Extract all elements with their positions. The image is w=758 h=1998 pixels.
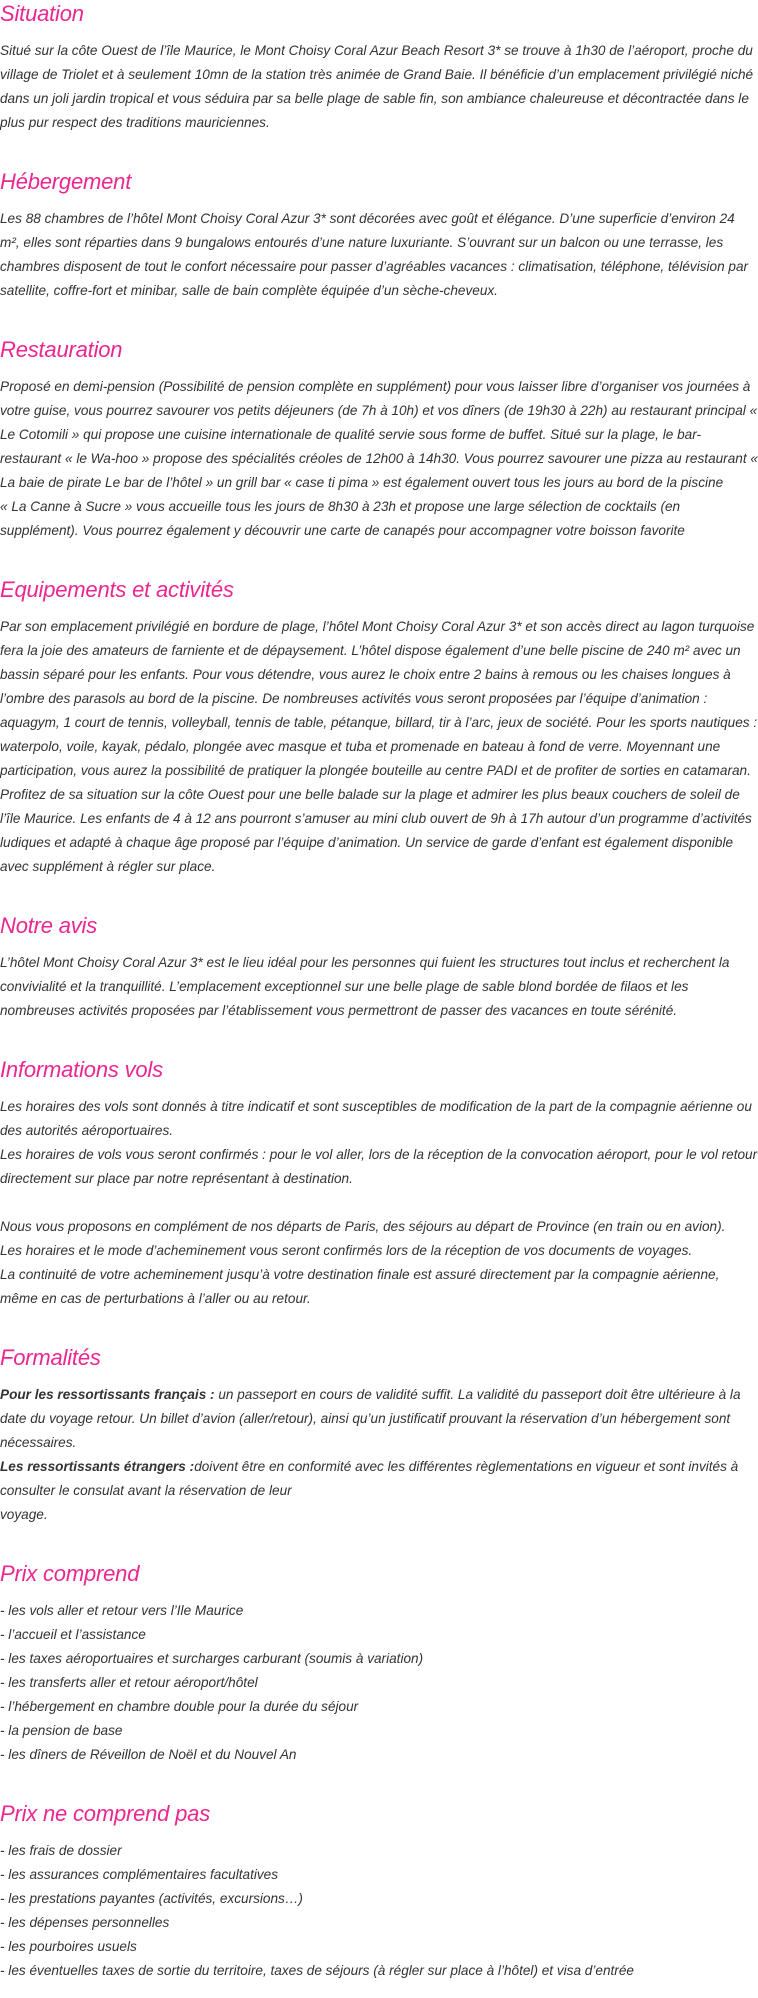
section-formalites [0, 1311, 758, 1527]
section-title-equipements: Equipements et activités [0, 577, 234, 602]
formalites-francais [0, 1383, 758, 1455]
section-prix-ne-comprend-pas [0, 1767, 758, 1983]
list-item: - les pourboires usuels [0, 1939, 137, 1954]
list-item: - les frais de dossier [0, 1843, 122, 1858]
avis-text: L’hôtel Mont Choisy Coral Azur 3* est le lieu idéal pour les personnes qui fuient les structures tout inclus et recherchent la convivialité et la tranquillité. L’emplacement exceptionnel sur une belle plage de sable blond bordée de filaos et les nombreuses activités proposées par l’établissement vous permettront de passer des vacances en toute sérénité. [0, 955, 730, 1018]
section-title-formalites: Formalités [0, 1345, 101, 1370]
formalites-etrangers-text: doivent être en conformité avec les différentes règlementations en vigueur et sont invités à consulter le consulat avant la réservation de leur [0, 1459, 739, 1498]
section-title-prix-ne-comprend-pas: Prix ne comprend pas [0, 1801, 210, 1826]
section-title-restauration: Restauration [0, 337, 123, 362]
list-item: - la pension de base [0, 1723, 123, 1738]
formalites-etrangers-label: Les ressortissants étrangers : [0, 1459, 195, 1474]
section-title-situation: Situation [0, 1, 84, 26]
section-vols [0, 1023, 758, 1311]
section-situation [0, 0, 758, 135]
section-title-vols: Informations vols [0, 1057, 163, 1082]
list-item: - les assurances complémentaires facultatives [0, 1867, 279, 1882]
section-title-avis: Notre avis [0, 913, 98, 938]
situation-text: Situé sur la côte Ouest de l’île Maurice, le Mont Choisy Coral Azur Beach Resort 3* se trouve à 1h30 de l’aéroport, proche du village de Triolet et à seulement 10mn de la station très animée de Grand Baie. Il bénéficie d’un emplacement privilégié niché dans un joli jardin tropical et vous séduira par sa belle plage de sable fin, son ambiance chaleureuse et décontractée dans le plus pur respect des traditions mauriciennes. [0, 43, 754, 130]
formalites-etrangers [0, 1455, 758, 1503]
section-title-hebergement: Hébergement [0, 169, 132, 194]
formalites-etrangers-text-2: voyage. [0, 1507, 48, 1522]
equipements-text: Par son emplacement privilégié en bordure de plage, l’hôtel Mont Choisy Coral Azur 3* et son accès direct au lagon turquoise fera la joie des amateurs de farniente et de dépaysement. L’hôtel dispose également d’une belle piscine de 240 m² avec un bassin séparé pour les enfants. Pour vous détendre, vous aurez le choix entre 2 bains à remous ou les chaises longues à l’ombre des parasols au bord de la piscine. De nombreuses activités vous seront proposées par l’équipe d’animation : aquagym, 1 court de tennis, volleyball, tennis de table, pétanque, billard, tir à l’arc, jeux de société. Pour les sports nautiques : waterpolo, voile, kayak, pédalo, plongée avec masque et tuba et promenade en bateau à fond de verre. Moyennant une participation, vous aurez la possibilité de pratiquer la plongée bouteille au centre PADI et de profiter de sorties en catamaran. Profitez de sa situation sur la côte Ouest pour une belle balade sur la plage et admirer les plus beaux couchers de soleil de l’île Maurice. Les enfants de 4 à 12 ans pourront s’amuser au mini club ouvert de 9h à 17h autour d’un programme d’activités ludiques et adapté à chaque âge proposé par l’équipe d’animation. Un service de garde d’enfant est également disponible avec supplément à régler sur place. [0, 619, 758, 874]
list-item: - les éventuelles taxes de sortie du territoire, taxes de séjours (à régler sur place à l’hôtel) et visa d’entrée [0, 1963, 634, 1978]
section-hebergement [0, 135, 758, 303]
list-item: - les transferts aller et retour aéroport/hôtel [0, 1675, 258, 1690]
section-title-prix-comprend: Prix comprend [0, 1561, 140, 1586]
vols-text-1: Les horaires des vols sont donnés à titre indicatif et sont susceptibles de modification de la part de la compagnie aérienne ou des autorités aéroportuaires. [0, 1099, 752, 1138]
vols-spacer [0, 1191, 758, 1215]
hebergement-text: Les 88 chambres de l’hôtel Mont Choisy Coral Azur 3* sont décorées avec goût et élégance. D’une superficie d’environ 24 m², elles sont réparties dans 9 bungalows entourés d’une nature luxuriante. S’ouvrant sur un balcon ou une terrasse, les chambres disposent de tout le confort nécessaire pour passer d’agréables vacances : climatisation, téléphone, télévision par satellite, coffre-fort et minibar, salle de bain complète équipée d’un sèche-cheveux. [0, 211, 749, 298]
section-avis [0, 879, 758, 1023]
section-equipements [0, 543, 758, 879]
restauration-text-2: « La Canne à Sucre » vous accueille tous les jours de 8h30 à 23h et propose une large sélection de cocktails (en supplément). Vous pourrez également y découvrir une carte de canapés pour accompagner votre boisson favorite [0, 499, 685, 538]
list-item: - les taxes aéroportuaires et surcharges carburant (soumis à variation) [0, 1651, 424, 1666]
section-prix-comprend [0, 1527, 758, 1767]
list-item: - les vols aller et retour vers l’Ile Maurice [0, 1603, 244, 1618]
vols-text-4: Les horaires et le mode d’acheminement vous seront confirmés lors de la réception de vos documents de voyages. [0, 1243, 693, 1258]
vols-text-3: Nous vous proposons en complément de nos départs de Paris, des séjours au départ de Province (en train ou en avion). [0, 1219, 726, 1234]
list-item: - les prestations payantes (activités, excursions…) [0, 1891, 303, 1906]
section-restauration [0, 303, 758, 543]
prix-ne-comprend-pas-list [0, 1839, 758, 1983]
list-item: - les dépenses personnelles [0, 1915, 170, 1930]
vols-text-5: La continuité de votre acheminement jusqu’à votre destination finale est assuré directement par la compagnie aérienne, même en cas de perturbations à l’aller ou au retour. [0, 1267, 720, 1306]
vols-text-2: Les horaires de vols vous seront confirmés : pour le vol aller, lors de la réception de la convocation aéroport, pour le vol retour directement sur place par notre représentant à destination. [0, 1147, 758, 1186]
formalites-francais-text: un passeport en cours de validité suffit. La validité du passeport doit être ultérieure à la date du voyage retour. Un billet d’avion (aller/retour), ainsi qu’un justificatif prouvant la réservation d’un hébergement sont nécessaires. [0, 1387, 741, 1450]
list-item: - l’accueil et l’assistance [0, 1627, 146, 1642]
prix-comprend-list [0, 1599, 758, 1767]
list-item: - l’hébergement en chambre double pour la durée du séjour [0, 1699, 359, 1714]
restauration-text-1: Proposé en demi-pension (Possibilité de pension complète en supplément) pour vous laisser libre d’organiser vos journées à votre guise, vous pourrez savourer vos petits déjeuners (de 7h à 10h) et vos dîners (de 19h30 à 22h) au restaurant principal « Le Cotomili » qui propose une cuisine internationale de qualité servie sous forme de buffet. Situé sur la plage, le bar-restaurant « le Wa-hoo » propose des spécialités créoles de 12h00 à 14h30. Vous pourrez savourer une pizza au restaurant « La baie de pirate Le bar de l’hôtel » un grill bar « case ti pima » est également ouvert tous les jours au bord de la piscine [0, 379, 758, 490]
formalites-francais-label: Pour les ressortissants français : [0, 1387, 215, 1402]
list-item: - les dîners de Réveillon de Noël et du Nouvel An [0, 1747, 297, 1762]
